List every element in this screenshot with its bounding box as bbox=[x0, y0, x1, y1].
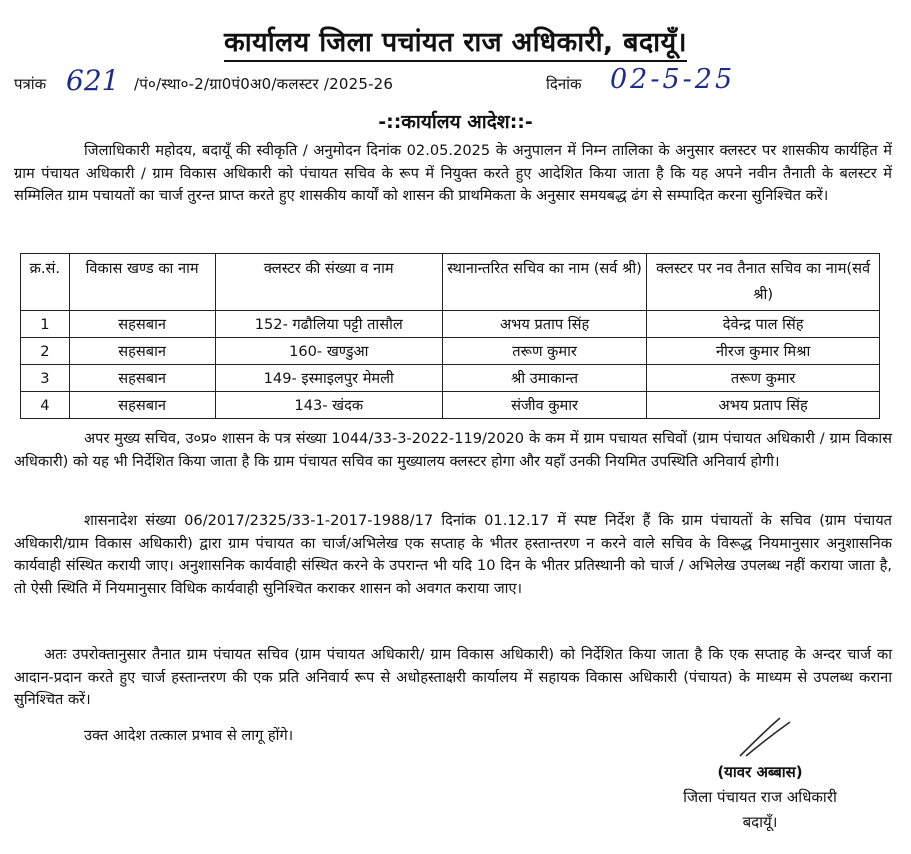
paragraph-approval: जिलाधिकारी महोदय, बदायूँ की स्वीकृति / अनुमोदन दिनांक 02.05.2025 के अनुपालन में निम्न तालिका के अनुसार क्लस्टर पर शासकीय कार्यहित में ग्राम पंचायत अधिकारी / ग्राम विकास अधिकारी को पंचायत सचिव के रूप में नियुक्त करते हुए आदेशित किया जाता है कि यह अपने नवीन तैनाती के बलस्टर में सम्मिलित ग्राम पचायतों का चार्ज तुरन्त प्राप्त करते हुए शासकीय कार्यों को शासन की प्राथमिकता के अनुसार समयबद्ध ढंग से सम्पादित करना सुनिश्चित करें। bbox=[14, 142, 892, 204]
cell-cluster: 152- गढौलिया पट्टी तासौल bbox=[215, 311, 442, 338]
cell-serial: 2 bbox=[21, 338, 70, 365]
col-cluster: क्लस्टर की संख्या व नाम bbox=[215, 254, 442, 311]
signatory-designation: जिला पंचायत राज अधिकारी bbox=[683, 788, 837, 806]
paragraph-secretary-headquarters: अपर मुख्य सचिव, उ०प्र० शासन के पत्र संख्या 1044/33-3-2022-119/2020 के कम में ग्राम पचायत सचिवों (ग्राम पंचायत अधिकारी / ग्राम विकास अधिकारी) को यह भी निर्देशित किया जाता है कि ग्राम पंचायत सचिव का मुख्यालय क्लस्टर होगा और यहाँ उनकी नियमित उपस्थिति अनिवार्य होगी। bbox=[14, 430, 892, 470]
cell-serial: 3 bbox=[21, 365, 70, 392]
table-row bbox=[21, 311, 880, 338]
cell-new: नीरज कुमार मिश्रा bbox=[647, 338, 880, 365]
cell-transferred: संजीव कुमार bbox=[442, 392, 646, 419]
cell-cluster: 160- खण्डुआ bbox=[215, 338, 442, 365]
signature-scribble bbox=[736, 712, 796, 760]
cell-cluster: 143- खंदक bbox=[215, 392, 442, 419]
col-block: विकास खण्ड का नाम bbox=[69, 254, 215, 311]
ref-label: पत्रांक bbox=[14, 75, 47, 93]
paragraph-charge-handover-rules: शासनादेश संख्या 06/2017/2325/33-1-2017-1988/17 दिनांक 01.12.17 में स्पष्ट निर्देश हैं कि ग्राम पंचायतों के सचिव (ग्राम पंचायत अधिकारी/ग्राम विकास अधिकारी) द्वारा ग्राम पंचायत का चार्ज/अभिलेख एक सप्ताह के भीतर हस्तान्तरण न करने वाले सचिव के विरूद्ध नियमानुसार अनुशासनिक कार्यवाही संस्थित करायी जाए। अनुशासनिक कार्यवाही संस्थित करने के उपरान्त भी यदि 10 दिन के भीतर प्रतिस्थानी को चार्ज / अभिलेख उपलब्ध नहीं कराया जाता है, तो ऐसी स्थिति में नियमानुसार विधिक कार्यवाही सुनिश्चित कराकर शासन को अवगत कराया जाए। bbox=[14, 512, 892, 597]
cell-new: अभय प्रताप सिंह bbox=[647, 392, 880, 419]
date-handwritten: 02-5-25 bbox=[610, 64, 736, 95]
ref-number-handwritten: 621 bbox=[66, 64, 120, 97]
document-title bbox=[0, 22, 911, 59]
col-new-secretary: क्लस्टर पर नव तैनात सचिव का नाम(सर्व श्री) bbox=[647, 254, 880, 311]
cell-serial: 1 bbox=[21, 311, 70, 338]
cell-serial: 4 bbox=[21, 392, 70, 419]
cell-new: तरूण कुमार bbox=[647, 365, 880, 392]
title-text: कार्यालय जिला पचांयत राज अधिकारी, बदायूँ। bbox=[224, 27, 687, 62]
cluster-assignment-table bbox=[20, 253, 880, 419]
table-row bbox=[21, 392, 880, 419]
cell-block: सहसबान bbox=[69, 311, 215, 338]
col-serial: क्र.सं. bbox=[21, 254, 70, 311]
date-label: दिनांक bbox=[546, 75, 582, 93]
order-heading: -::कार्यालय आदेश::- bbox=[378, 111, 533, 133]
cell-block: सहसबान bbox=[69, 365, 215, 392]
reference-row bbox=[14, 64, 894, 106]
signatory-name: (यावर अब्बास) bbox=[717, 763, 803, 781]
cell-block: सहसबान bbox=[69, 392, 215, 419]
signatory-place: बदायूँ। bbox=[742, 813, 778, 831]
table-row bbox=[21, 365, 880, 392]
cell-cluster: 149- इस्माइलपुर मेमली bbox=[215, 365, 442, 392]
cell-new: देवेन्द्र पाल सिंह bbox=[647, 311, 880, 338]
col-transferred-secretary: स्थानान्तरित सचिव का नाम (सर्व श्री) bbox=[442, 254, 646, 311]
cell-transferred: अभय प्रताप सिंह bbox=[442, 311, 646, 338]
cell-block: सहसबान bbox=[69, 338, 215, 365]
ref-code: /पं०/स्था०-2/ग्रा0पं0अ0/कलस्टर /2025-26 bbox=[134, 75, 394, 93]
table-header-row bbox=[21, 254, 880, 311]
cell-transferred: तरूण कुमार bbox=[442, 338, 646, 365]
paragraph-effective: उक्त आदेश तत्काल प्रभाव से लागू होंगे। bbox=[84, 727, 294, 744]
table-row bbox=[21, 338, 880, 365]
signature-block bbox=[650, 760, 870, 835]
cell-transferred: श्री उमाकान्त bbox=[442, 365, 646, 392]
paragraph-directions: अतः उपरोक्तानुसार तैनात ग्राम पंचायत सचिव (ग्राम पंचायत अधिकारी/ ग्राम विकास अधिकारी) को निर्देशित किया जाता है कि एक सप्ताह के अन्दर चार्ज का आदान-प्रदान करते हुए चार्ज हस्तान्तरण की एक प्रति अनिवार्य रूप से अधोहस्ताक्षरी कार्यालय में सहायक विकास अधिकारी (पंचायत) के माध्यम से उपलब्ध कराना सुनिश्चित करें। bbox=[14, 646, 892, 708]
